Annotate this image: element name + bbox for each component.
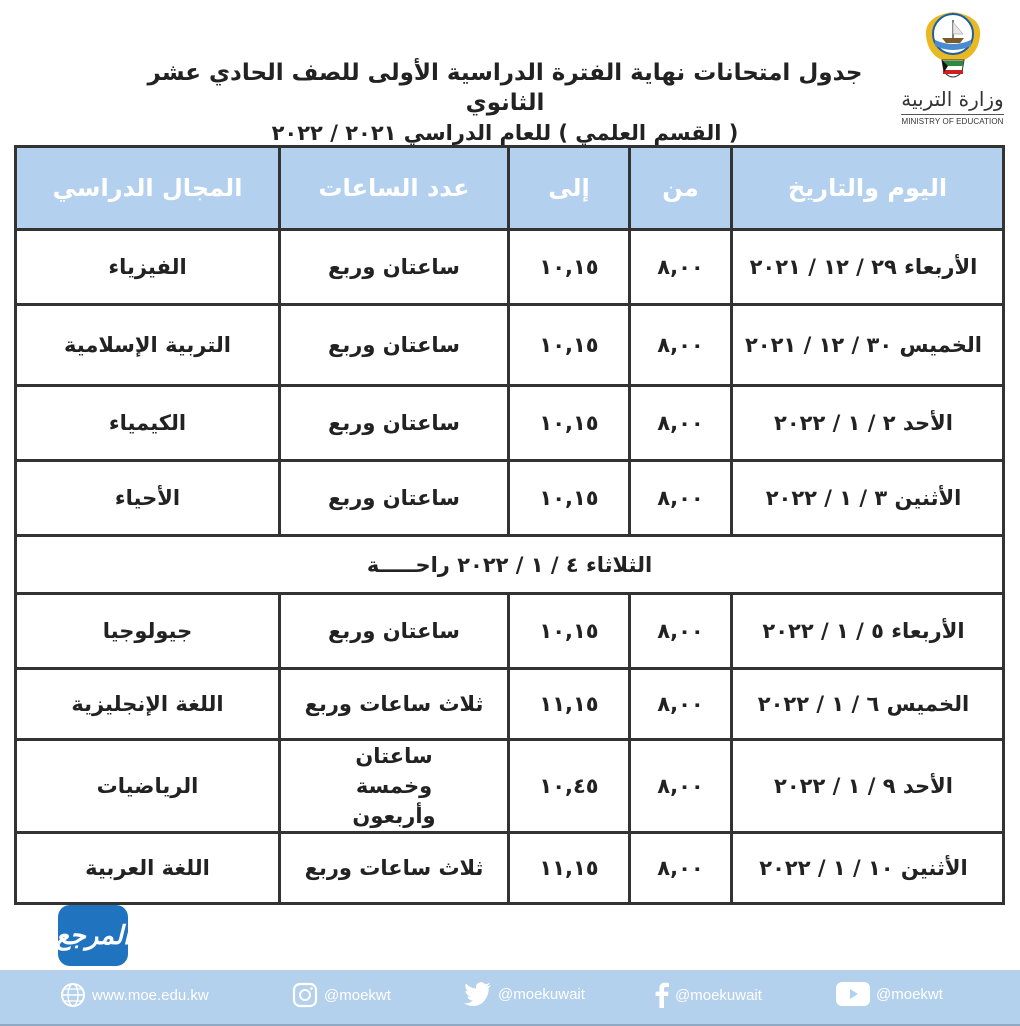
page-subtitle: ( القسم العلمي ) للعام الدراسي ٢٠٢١ / ٢٠٢٢ xyxy=(271,121,739,145)
table-row xyxy=(16,305,1004,386)
table-row xyxy=(16,594,1004,669)
ministry-logo xyxy=(895,6,1010,126)
exam-schedule-table xyxy=(14,145,1005,905)
cell-date: الأربعاء ٥ / ١ / ٢٠٢٢ xyxy=(732,594,1004,669)
globe-icon xyxy=(60,982,86,1008)
cell-date: الخميس ٣٠ / ١٢ / ٢٠٢١ xyxy=(732,305,1004,386)
youtube-handle[interactable]: @moekwt xyxy=(876,985,943,1003)
cell-date: الأثنين ١٠ / ١ / ٢٠٢٢ xyxy=(732,833,1004,904)
cell-hours: ساعتان وربع xyxy=(280,230,509,305)
cell-subject: اللغة الإنجليزية xyxy=(16,669,280,740)
instagram-icon xyxy=(292,982,318,1008)
cell-from: ٨,٠٠ xyxy=(630,305,732,386)
cell-hours: ثلاث ساعات وربع xyxy=(280,669,509,740)
cell-hours: ساعتان وربع xyxy=(280,594,509,669)
cell-subject: الأحياء xyxy=(16,461,280,536)
column-header-to: إلى xyxy=(509,147,630,230)
cell-hours: ثلاث ساعات وربع xyxy=(280,833,509,904)
cell-subject: الفيزياء xyxy=(16,230,280,305)
cell-hours: ساعتان وخمسة وأربعون xyxy=(280,740,509,833)
facebook-handle[interactable]: @moekuwait xyxy=(675,986,762,1004)
cell-date: الأحد ٩ / ١ / ٢٠٢٢ xyxy=(732,740,1004,833)
table-row xyxy=(16,461,1004,536)
instagram-handle[interactable]: @moekwt xyxy=(324,986,391,1004)
cell-to: ١١,١٥ xyxy=(509,669,630,740)
page-title: جدول امتحانات نهاية الفترة الدراسية الأولى للصف الحادي عشر الثانوي xyxy=(147,60,863,116)
cell-subject: التربية الإسلامية xyxy=(16,305,280,386)
title-block xyxy=(125,58,885,148)
twitter-icon xyxy=(464,982,492,1006)
column-header-hours: عدد الساعات xyxy=(280,147,509,230)
footer-facebook[interactable] xyxy=(655,982,762,1008)
cell-from: ٨,٠٠ xyxy=(630,461,732,536)
cell-date: الخميس ٦ / ١ / ٢٠٢٢ xyxy=(732,669,1004,740)
cell-to: ١٠,٤٥ xyxy=(509,740,630,833)
brand-logo-text: المرجع xyxy=(55,920,131,951)
cell-from: ٨,٠٠ xyxy=(630,740,732,833)
footer-instagram[interactable] xyxy=(292,982,391,1008)
rest-day-cell: الثلاثاء ٤ / ١ / ٢٠٢٢ راحـــــة xyxy=(16,536,1004,594)
cell-subject: جيولوجيا xyxy=(16,594,280,669)
table-row xyxy=(16,740,1004,833)
kuwait-emblem-icon xyxy=(918,6,988,86)
cell-from: ٨,٠٠ xyxy=(630,386,732,461)
ministry-name-arabic: وزارة التربية xyxy=(901,87,1004,111)
footer-website[interactable] xyxy=(60,982,209,1008)
footer-bar xyxy=(0,970,1020,1026)
column-header-date: اليوم والتاريخ xyxy=(732,147,1004,230)
website-link[interactable]: www.moe.edu.kw xyxy=(92,986,209,1004)
cell-hours: ساعتان وربع xyxy=(280,305,509,386)
cell-subject: اللغة العربية xyxy=(16,833,280,904)
column-header-subject: المجال الدراسي xyxy=(16,147,280,230)
cell-from: ٨,٠٠ xyxy=(630,669,732,740)
footer-twitter[interactable] xyxy=(464,982,585,1006)
cell-date: الأثنين ٣ / ١ / ٢٠٢٢ xyxy=(732,461,1004,536)
footer-youtube[interactable] xyxy=(836,982,943,1006)
cell-hours: ساعتان وربع xyxy=(280,461,509,536)
cell-to: ١٠,١٥ xyxy=(509,305,630,386)
cell-date: الأربعاء ٢٩ / ١٢ / ٢٠٢١ xyxy=(732,230,1004,305)
cell-hours: ساعتان وربع xyxy=(280,386,509,461)
almarj3-logo xyxy=(55,905,131,966)
cell-to: ١٠,١٥ xyxy=(509,386,630,461)
facebook-icon xyxy=(655,982,669,1008)
table-row xyxy=(16,386,1004,461)
rest-day-row xyxy=(16,536,1004,594)
column-header-from: من xyxy=(630,147,732,230)
table-row xyxy=(16,833,1004,904)
cell-from: ٨,٠٠ xyxy=(630,594,732,669)
cell-date: الأحد ٢ / ١ / ٢٠٢٢ xyxy=(732,386,1004,461)
cell-to: ١٠,١٥ xyxy=(509,594,630,669)
youtube-icon xyxy=(836,982,870,1006)
twitter-handle[interactable]: @moekuwait xyxy=(498,985,585,1003)
cell-from: ٨,٠٠ xyxy=(630,833,732,904)
cell-to: ١٠,١٥ xyxy=(509,230,630,305)
cell-to: ١١,١٥ xyxy=(509,833,630,904)
ministry-name-english: MINISTRY OF EDUCATION xyxy=(901,117,1004,126)
cell-subject: الكيمياء xyxy=(16,386,280,461)
cell-from: ٨,٠٠ xyxy=(630,230,732,305)
table-row xyxy=(16,230,1004,305)
table-header-row xyxy=(16,147,1004,230)
divider xyxy=(901,114,1004,115)
cell-to: ١٠,١٥ xyxy=(509,461,630,536)
table-row xyxy=(16,669,1004,740)
cell-subject: الرياضيات xyxy=(16,740,280,833)
